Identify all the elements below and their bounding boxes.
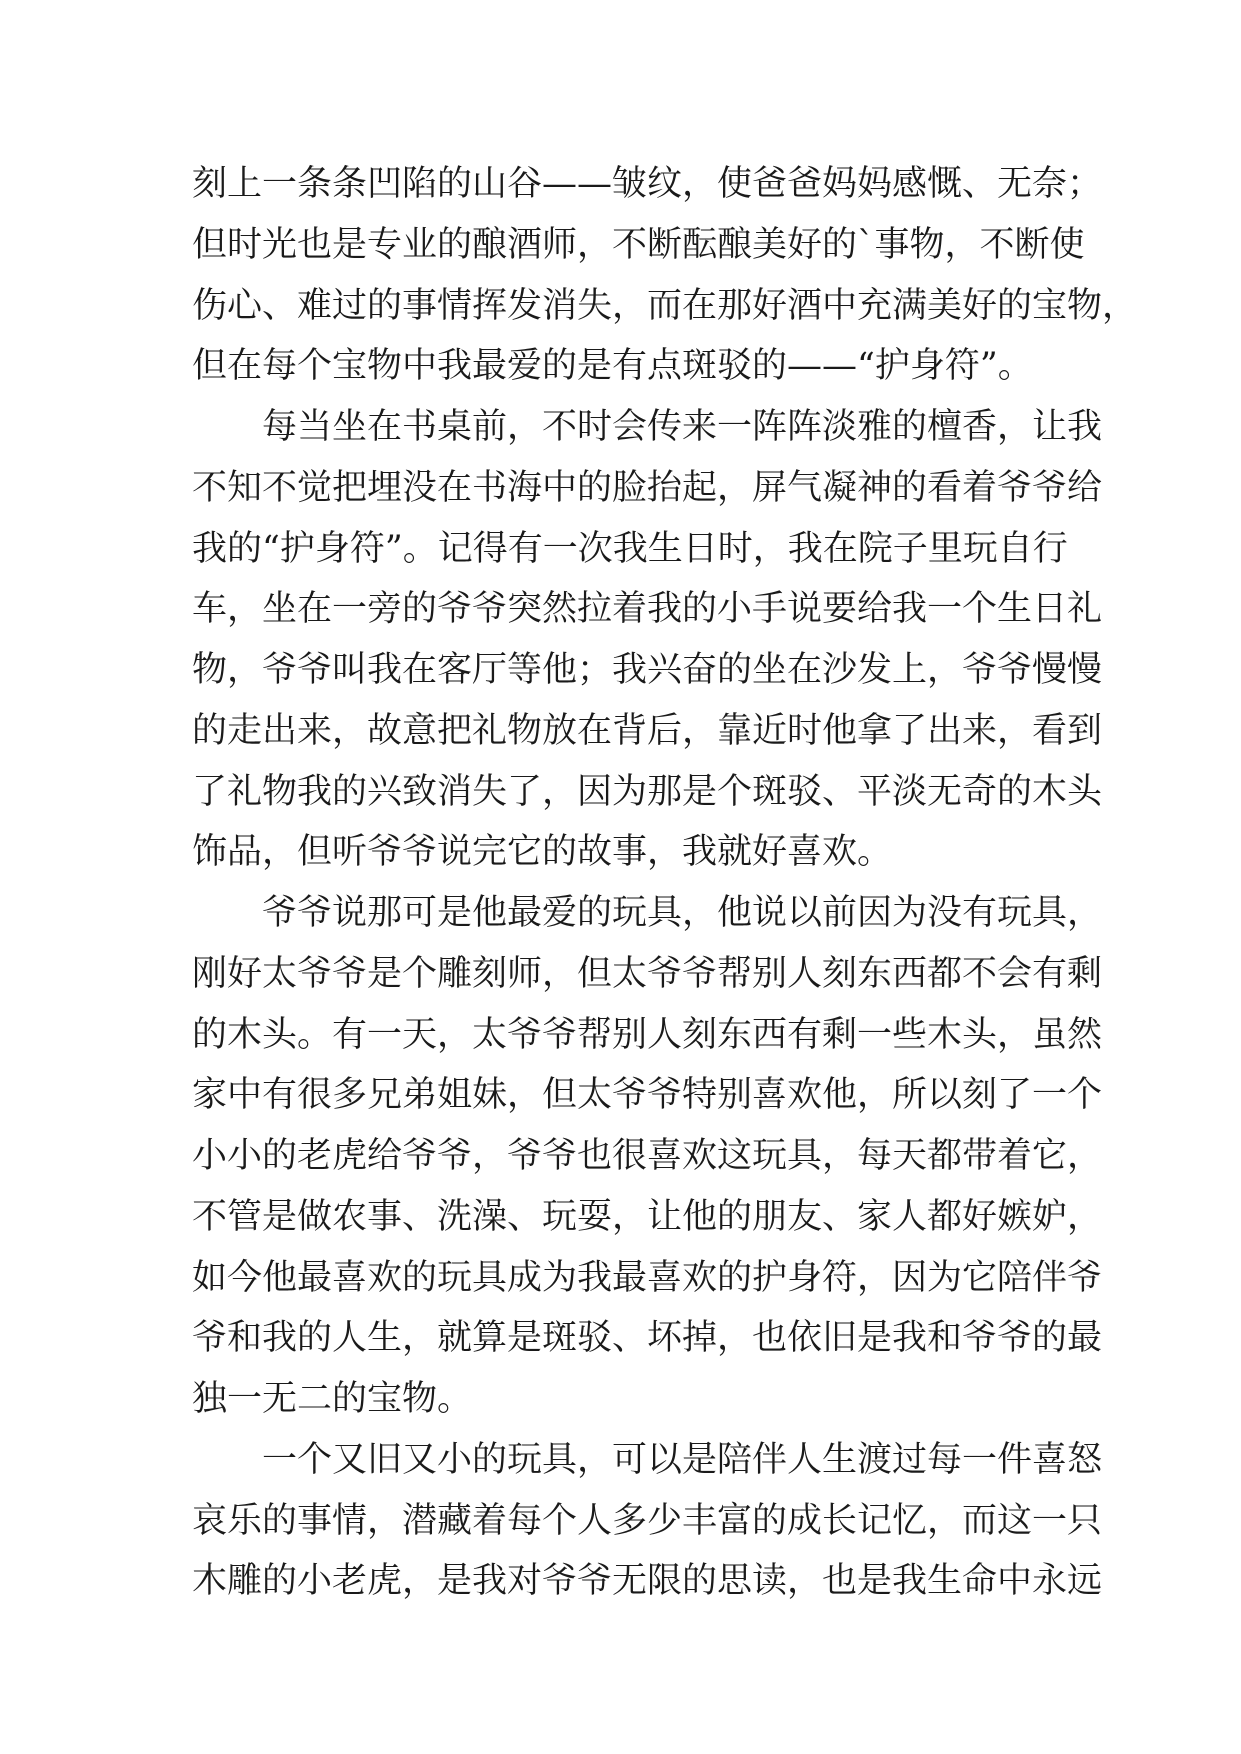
- text-line: 每当坐在书桌前，不时会传来一阵阵淡雅的檀香，让我: [262, 407, 1103, 447]
- text-line: 的木头。有一天，太爷爷帮别人刻东西有剩一些木头，虽然: [192, 1014, 1103, 1055]
- text-line: 爷和我的人生，就算是斑驳、坏掉，也依旧是我和爷爷的最: [192, 1318, 1103, 1359]
- text-line: 了礼物我的兴致消失了，因为那是个斑驳、平淡无奇的木头: [192, 771, 1103, 812]
- text-line: 刻上一条条凹陷的山谷——皱纹，使爸爸妈妈感慨、无奈；: [192, 164, 1103, 204]
- text-line: 物，爷爷叫我在客厅等他；我兴奋的坐在沙发上，爷爷慢慢: [192, 650, 1103, 690]
- text-line: 哀乐的事情，潜藏着每个人多少丰富的成长记忆，而这一只: [192, 1500, 1103, 1541]
- text-line: 小小的老虎给爷爷，爷爷也很喜欢这玩具，每天都带着它，: [192, 1136, 1103, 1176]
- text-line: 但时光也是专业的酿酒师，不断酝酿美好的`事物，不断使: [192, 224, 1085, 265]
- text-line: 刚好太爷爷是个雕刻师，但太爷爷帮别人刻东西都不会有剩: [192, 953, 1103, 994]
- text-line: 不知不觉把埋没在书海中的脸抬起，屏气凝神的看着爷爷给: [192, 467, 1103, 508]
- text-line: 独一无二的宝物。: [192, 1379, 473, 1419]
- essay-text: [192, 154, 1138, 1612]
- text-line: 我的“护身符”。记得有一次我生日时，我在院子里玩自行: [192, 528, 1068, 569]
- text-line: 不管是做农事、洗澡、玩耍，让他的朋友、家人都好嫉妒，: [192, 1196, 1103, 1237]
- text-line: 家中有很多兄弟姐妹，但太爷爷特别喜欢他，所以刻了一个: [192, 1075, 1103, 1116]
- text-line: 木雕的小老虎，是我对爷爷无限的思读，也是我生命中永远: [192, 1561, 1103, 1602]
- text-line: 如今他最喜欢的玩具成为我最喜欢的护身符，因为它陪伴爷: [192, 1257, 1103, 1298]
- text-line: 的走出来，故意把礼物放在背后，靠近时他拿了出来，看到: [192, 710, 1103, 751]
- text-line: 一个又旧又小的玩具，可以是陪伴人生渡过每一件喜怒: [262, 1439, 1103, 1480]
- text-line: 爷爷说那可是他最爱的玩具，他说以前因为没有玩具，: [262, 893, 1103, 933]
- text-line: 车，坐在一旁的爷爷突然拉着我的小手说要给我一个生日礼: [192, 589, 1103, 630]
- text-line: 伤心、难过的事情挥发消失，而在那好酒中充满美好的宝物，: [192, 285, 1138, 326]
- text-line: 饰品，但听爷爷说完它的故事，我就好喜欢。: [192, 832, 893, 873]
- text-line: 但在每个宝物中我最爱的是有点斑驳的——“护身符”。: [192, 346, 1033, 387]
